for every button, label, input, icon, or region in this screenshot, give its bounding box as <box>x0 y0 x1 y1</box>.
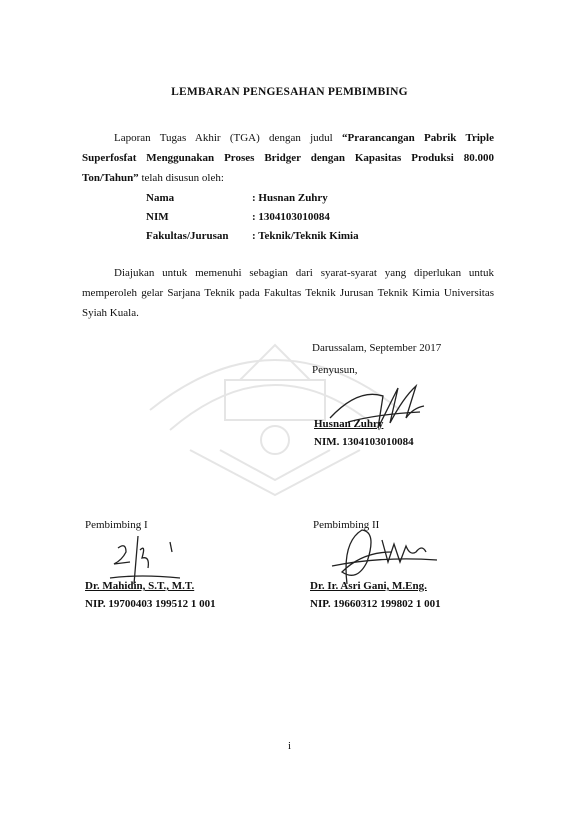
author-faculty-row <box>146 230 359 242</box>
intro-prefix: Laporan Tugas Akhir (TGA) dengan judul <box>114 132 342 144</box>
author-nim-label: NIM <box>146 211 169 223</box>
page-number: i <box>287 740 292 752</box>
author-faculty-value: : Teknik/Teknik Kimia <box>252 230 359 242</box>
supervisor2-nip: NIP. 19660312 199802 1 001 <box>310 598 441 610</box>
author-nim-row <box>146 211 330 223</box>
purpose-text: Diajukan untuk memenuhi sebagian dari syarat-syarat yang diperlukan untuk memperoleh gelar Sarjana Teknik pada Fakultas Teknik Jurusan Teknik Kimia Universitas Syiah Kuala. <box>82 267 494 319</box>
supervisor2-role: Pembimbing II <box>313 519 380 531</box>
author-nim-value: : 1304103010084 <box>252 211 330 223</box>
author-name: Husnan Zuhry <box>314 418 384 430</box>
author-role: Penyusun, <box>312 364 358 376</box>
author-name-value: : Husnan Zuhry <box>252 192 328 204</box>
intro-suffix: telah disusun oleh: <box>138 172 224 184</box>
author-faculty-label: Fakultas/Jurusan <box>146 230 229 242</box>
page-title: LEMBARAN PENGESAHAN PEMBIMBING <box>171 86 408 98</box>
signing-place-date: Darussalam, September 2017 <box>312 342 442 354</box>
purpose-paragraph <box>82 263 494 323</box>
supervisor1-nip: NIP. 19700403 199512 1 001 <box>85 598 216 610</box>
author-name-row <box>146 192 328 204</box>
author-nim: NIM. 1304103010084 <box>314 436 414 448</box>
supervisor1-role: Pembimbing I <box>85 519 148 531</box>
supervisor1-name: Dr. Mahidin, S.T., M.T. <box>85 580 195 592</box>
thesis-title: “Prarancangan Pabrik Triple Superfosfat Menggunakan Proses Bridger dengan Kapasitas Produksi 80.000 Ton/Tahun” <box>82 132 494 184</box>
author-name-label: Nama <box>146 192 175 204</box>
supervisor2-name: Dr. Ir. Asri Gani, M.Eng. <box>310 580 427 592</box>
intro-paragraph <box>82 128 494 188</box>
